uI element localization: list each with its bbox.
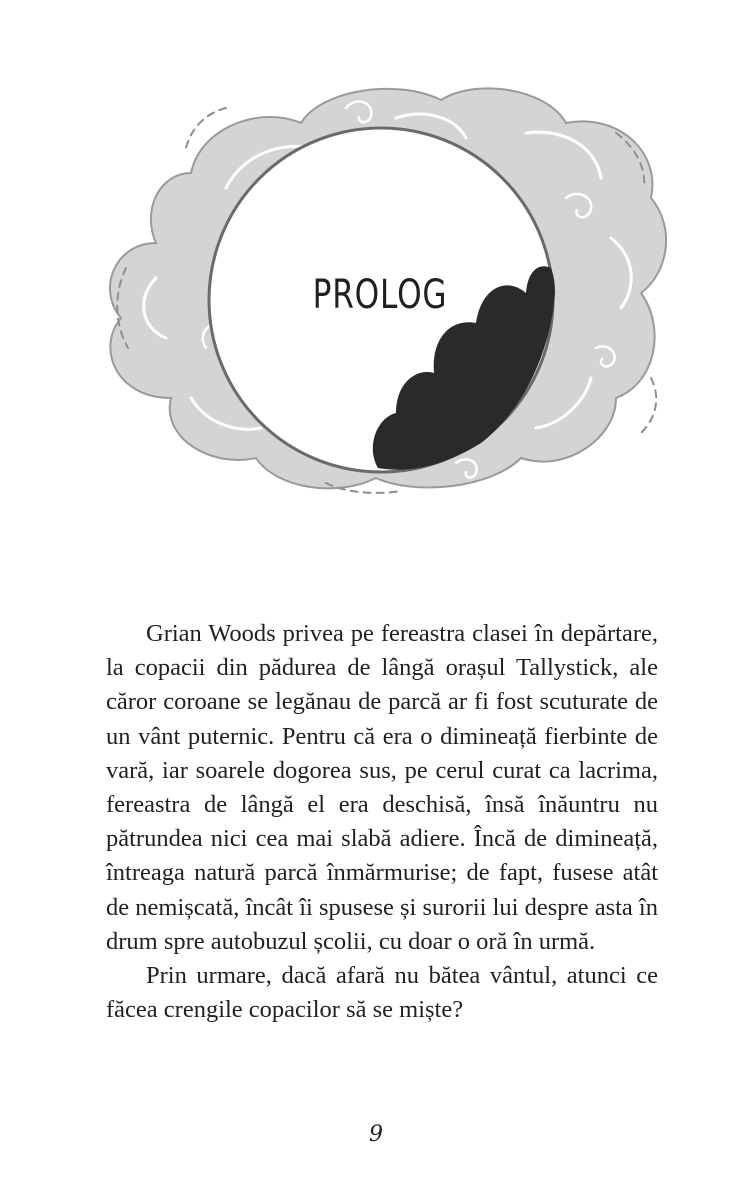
- body-text: [106, 617, 658, 1027]
- paragraph: Grian Woods privea pe fereastra clasei în depărtare, la copacii din pădurea de lângă orașul Tallystick, ale căror coroane se legănau de parcă ar fi fost scuturate de un vânt puternic. Pentru că era o dimineață fierbinte de vară, iar soarele dogorea sus, pe cerul curat ca lacrima, fereastra de lângă el era deschisă, însă înăuntru nu pătrundea nici cea mai slabă adiere. Încă de dimineață, întreaga natură parcă înmărmurise; de fapt, fusese atât de nemișcată, încât îi spusese și surorii lui despre asta în drum spre autobuzul școlii, cu doar o oră în urmă.: [106, 620, 658, 955]
- paragraph: Prin urmare, dacă afară nu bătea vântul, atunci ce făcea crengile copacilor să se miște?: [106, 962, 658, 1024]
- page-number: 9: [369, 1122, 383, 1147]
- chapter-title: PROLOG: [312, 272, 448, 318]
